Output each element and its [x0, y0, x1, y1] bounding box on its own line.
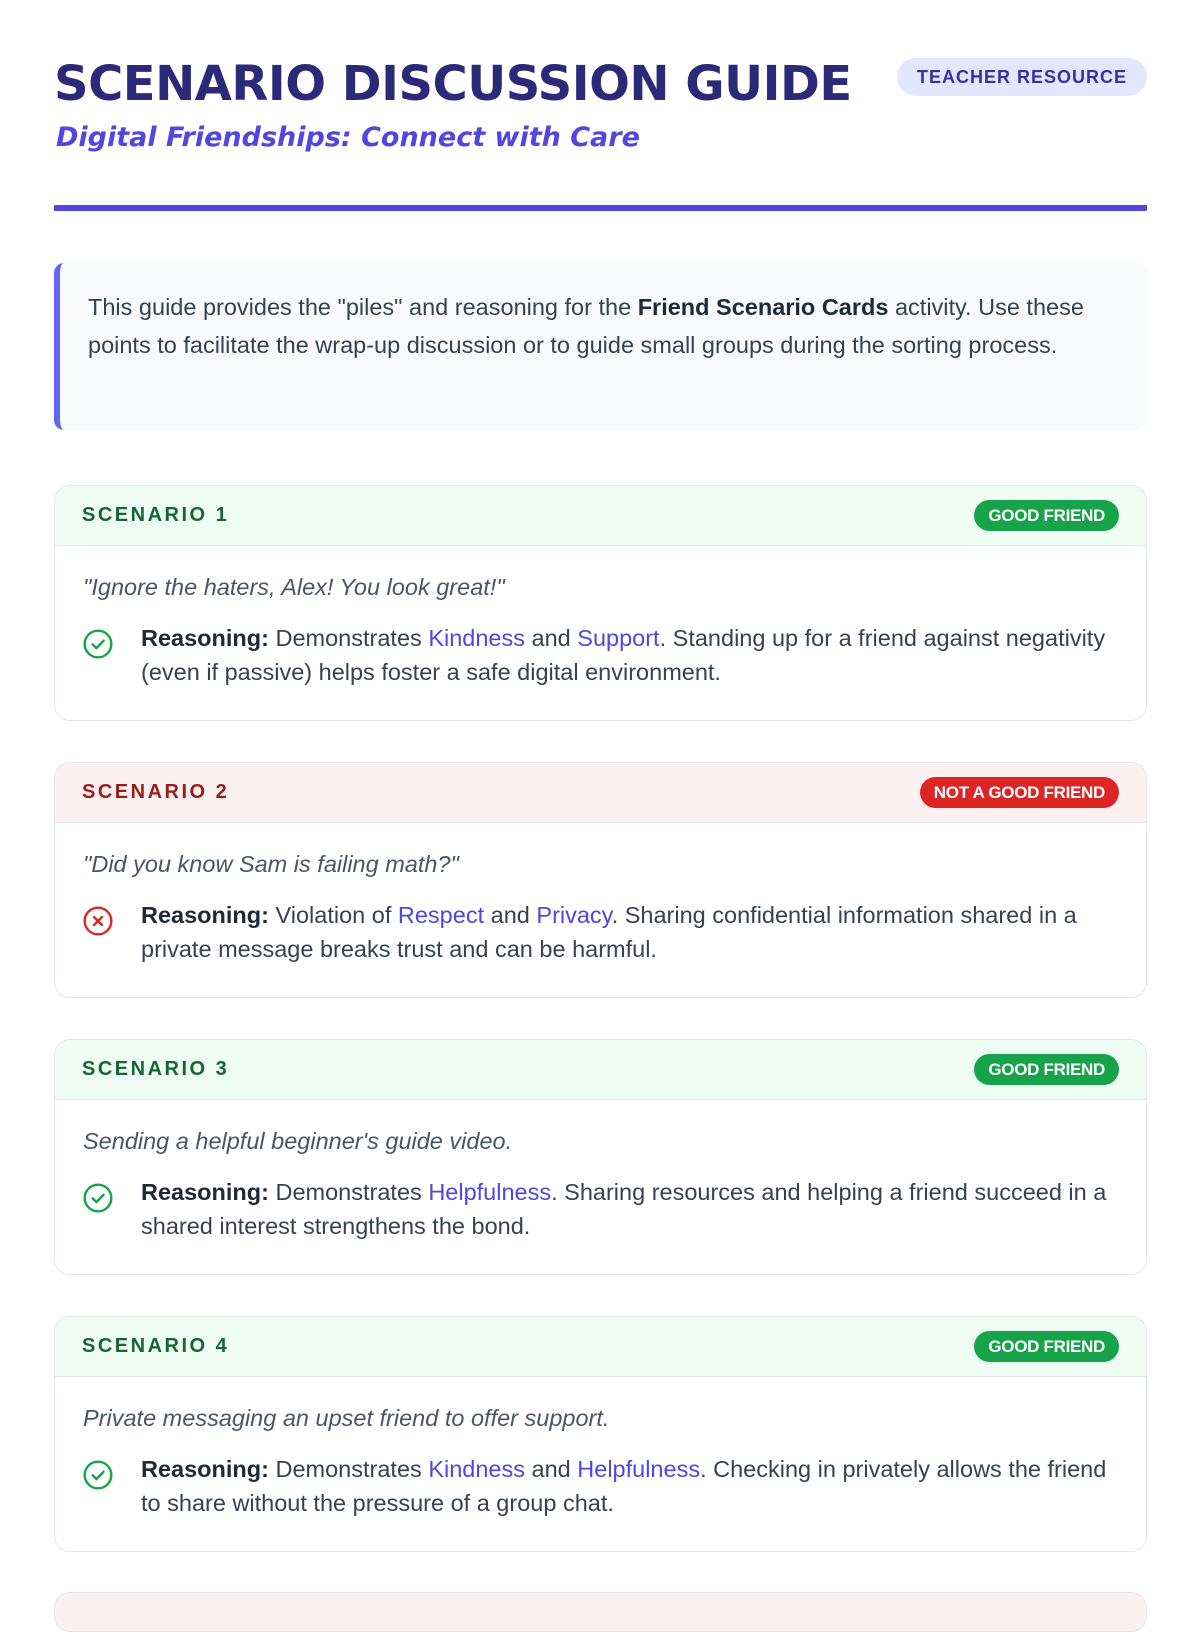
value-highlight: Privacy — [536, 902, 612, 928]
scenario-label: SCENARIO 2 — [82, 781, 230, 803]
reasoning-text — [141, 898, 1122, 966]
header — [54, 56, 1147, 176]
reasoning-text — [141, 1452, 1122, 1520]
reason-mid: and — [525, 1456, 578, 1482]
page-subtitle: Digital Friendships: Connect with Care — [56, 122, 640, 153]
scenario-card-header — [55, 1317, 1146, 1377]
value-highlight: Helpfulness — [428, 1179, 552, 1205]
reason-pre: Demonstrates — [275, 1179, 429, 1205]
reasoning-label: Reasoning: — [141, 1179, 269, 1205]
value-highlight: Support — [577, 625, 660, 651]
scenario-card — [54, 1039, 1147, 1275]
scenario-card-header — [55, 763, 1146, 823]
scenario-quote: "Did you know Sam is failing math?" — [83, 851, 459, 877]
value-highlight: Kindness — [428, 1456, 525, 1482]
reasoning-label: Reasoning: — [141, 902, 269, 928]
intro-callout — [54, 263, 1147, 430]
reasoning-label: Reasoning: — [141, 1456, 269, 1482]
reason-post: . Checking in privately allows the friend to share without the pressure of a group chat. — [141, 1456, 1107, 1516]
scenario-card — [54, 1316, 1147, 1552]
intro-text-pre: This guide provides the "piles" and reasoning for the — [88, 294, 638, 320]
scenario-label: SCENARIO 4 — [82, 1335, 230, 1357]
page-title: SCENARIO DISCUSSION GUIDE — [54, 56, 852, 112]
scenario-label: SCENARIO 3 — [82, 1058, 230, 1080]
header-divider — [54, 205, 1147, 211]
verdict-badge: GOOD FRIEND — [974, 500, 1119, 531]
intro-text-post: activity. Use these points to facilitate the wrap-up discussion or to guide small groups during the sorting process. — [88, 294, 1084, 358]
reason-pre: Demonstrates — [275, 1456, 429, 1482]
reason-mid: and — [484, 902, 537, 928]
reason-post: . Sharing confidential information shared in a private message breaks trust and can be harmful. — [141, 902, 1077, 962]
x-circle-icon — [82, 905, 114, 937]
value-highlight: Helpfulness — [577, 1456, 701, 1482]
verdict-badge: GOOD FRIEND — [974, 1054, 1119, 1085]
value-highlight: Kindness — [428, 625, 525, 651]
scenario-label: SCENARIO 1 — [82, 504, 230, 526]
scenario-card-partial — [54, 1592, 1147, 1632]
verdict-badge: GOOD FRIEND — [974, 1331, 1119, 1362]
reason-post: . Sharing resources and helping a friend succeed in a shared interest strengthens the bond. — [141, 1179, 1107, 1239]
reason-pre: Demonstrates — [275, 625, 429, 651]
scenario-quote: Private messaging an upset friend to offer support. — [83, 1405, 610, 1431]
reason-pre: Violation of — [275, 902, 398, 928]
reasoning-label: Reasoning: — [141, 625, 269, 651]
scenario-quote: Sending a helpful beginner's guide video. — [83, 1128, 513, 1154]
check-circle-icon — [82, 1182, 114, 1214]
scenario-quote: "Ignore the haters, Alex! You look great!" — [83, 574, 505, 600]
check-circle-icon — [82, 1459, 114, 1491]
verdict-badge: NOT A GOOD FRIEND — [920, 777, 1119, 808]
scenario-card-header — [55, 1040, 1146, 1100]
scenario-card-header — [55, 486, 1146, 546]
reasoning-text — [141, 1175, 1122, 1243]
teacher-resource-badge: TEACHER RESOURCE — [897, 58, 1147, 96]
reason-mid: and — [525, 625, 578, 651]
value-highlight: Respect — [397, 902, 485, 928]
reasoning-text — [141, 621, 1122, 689]
check-circle-icon — [82, 628, 114, 660]
reason-post: . Standing up for a friend against negativity (even if passive) helps foster a safe digital environment. — [141, 625, 1106, 685]
scenario-card — [54, 485, 1147, 721]
intro-text-bold: Friend Scenario Cards — [637, 294, 889, 320]
scenario-card — [54, 762, 1147, 998]
